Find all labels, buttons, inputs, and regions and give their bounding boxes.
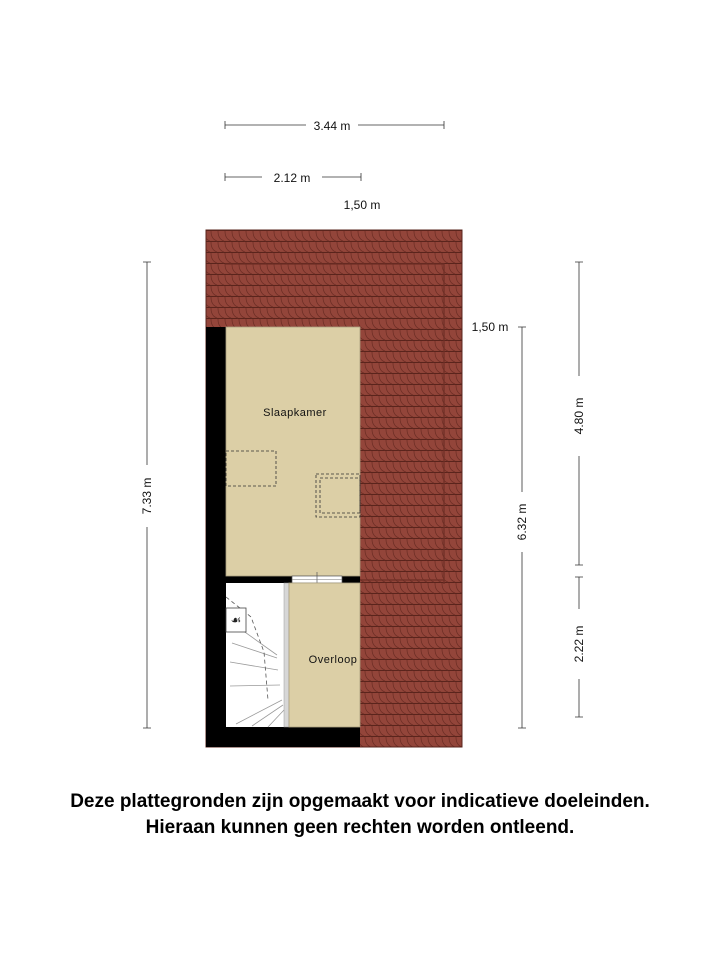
dim-right-lower: 2.22 m [572,625,586,663]
disclaimer-line-2: Hieraan kunnen geen rechten worden ontleend. [145,817,575,838]
dim-top-gap: 1,50 m [343,198,381,212]
dim-top-total: 3.44 m [313,119,351,133]
dim-top-partial: 2.12 m [273,171,311,185]
disclaimer-line-1: Deze plattegronden zijn opgemaakt voor indicatieve doeleinden. [70,791,650,812]
dim-right-gap: 1,50 m [471,320,509,334]
dim-right-upper: 4.80 m [572,397,586,435]
dim-left-total: 7.33 m [140,477,154,515]
tap-icon: ☙ [230,613,242,627]
room-label-landing: Overloop [308,654,358,666]
dim-inner-right: 6.32 m [515,503,529,541]
room-label-bedroom: Slaapkamer [263,407,327,419]
bedroom [226,327,360,576]
stair-area [226,583,289,727]
